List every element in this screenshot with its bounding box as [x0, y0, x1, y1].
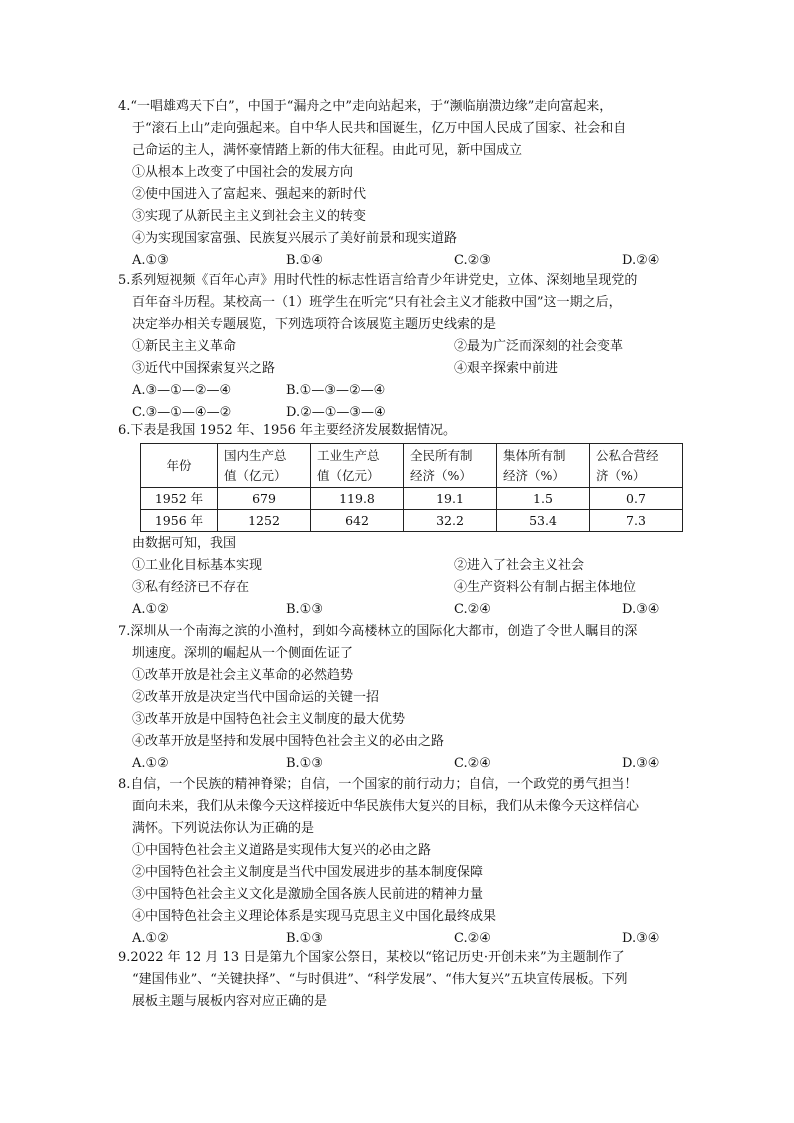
option-c[interactable]: C.③—①—④—② [132, 405, 232, 420]
question-stem-line: 展板主题与展板内容对应正确的是 [132, 994, 328, 1009]
option-b[interactable]: B.①④ [286, 253, 323, 268]
answer-options [118, 753, 678, 775]
statement-item: ④中国特色社会主义理论体系是实现马克思主义中国化最终成果 [132, 909, 497, 924]
option-c[interactable]: C.②④ [454, 931, 491, 946]
statement-item: ①工业化目标基本实现 [132, 558, 263, 573]
economic-data-table [140, 443, 683, 532]
question-8 [118, 774, 678, 950]
table-header-cell: 工业生产总 值（亿元） [311, 444, 404, 488]
question-6 [118, 420, 678, 442]
question-stem-line: 百年奋斗历程。某校高一（1）班学生在听完“只有社会主义才能救中国”这一期之后， [132, 295, 622, 310]
table-cell: 1.5 [497, 488, 590, 510]
table-header-cell: 年份 [141, 444, 218, 488]
question-stem-line: 由数据可知，我国 [132, 536, 237, 551]
statement-item: ①中国特色社会主义道路是实现伟大复兴的必由之路 [132, 843, 432, 858]
table-cell: 53.4 [497, 510, 590, 532]
table-cell: 32.2 [404, 510, 497, 532]
statement-item: ②最为广泛而深刻的社会变革 [454, 339, 624, 354]
answer-options [118, 599, 678, 621]
option-c[interactable]: C.②④ [454, 602, 491, 617]
statement-item: ④改革开放是坚持和发展中国特色社会主义的必由之路 [132, 734, 445, 749]
statement-item: ②改革开放是决定当代中国命运的关键一招 [132, 690, 380, 705]
table-row [141, 510, 683, 532]
option-b[interactable]: B.①—③—②—④ [286, 383, 386, 398]
statement-item: ②使中国进入了富起来、强起来的新时代 [132, 187, 367, 202]
statement-item: ③中国特色社会主义文化是激励全国各族人民前进的精神力量 [132, 887, 484, 902]
question-4 [118, 96, 678, 272]
question-7 [118, 621, 678, 775]
statement-row [118, 577, 678, 599]
table-cell: 1952 年 [141, 488, 218, 510]
question-9 [118, 947, 678, 1013]
table-cell: 679 [218, 488, 311, 510]
table-cell: 119.8 [311, 488, 404, 510]
answer-options [118, 380, 678, 402]
option-a[interactable]: A.①③ [132, 253, 169, 268]
table-cell: 1252 [218, 510, 311, 532]
statement-item: ①新民主主义革命 [132, 339, 237, 354]
table-header-cell: 公私合营经 济（%） [590, 444, 683, 488]
option-d[interactable]: D.③④ [622, 931, 660, 946]
option-d[interactable]: D.②—①—③—④ [286, 405, 386, 420]
question-stem-line: 5.系列短视频《百年心声》用时代性的标志性语言给青少年讲党史，立体、深刻地呈现党的 [118, 273, 638, 288]
question-stem-line: 满怀。下列说法你认为正确的是 [132, 821, 315, 836]
statement-row [118, 358, 678, 380]
table-row [141, 488, 683, 510]
table-header-cell: 全民所有制 经济（%） [404, 444, 497, 488]
option-b[interactable]: B.①③ [286, 756, 323, 771]
option-a[interactable]: A.①② [132, 756, 169, 771]
question-5 [118, 270, 678, 424]
question-stem-line: 8.自信，一个民族的精神脊梁；自信，一个国家的前行动力；自信，一个政党的勇气担当！ [118, 777, 638, 792]
statement-item: ②进入了社会主义社会 [454, 558, 585, 573]
question-stem-line: 6.下表是我国 1952 年、1956 年主要经济发展数据情况。 [118, 423, 456, 438]
option-a[interactable]: A.①② [132, 602, 169, 617]
option-a[interactable]: A.③—①—②—④ [132, 383, 232, 398]
table-cell: 19.1 [404, 488, 497, 510]
statement-item: ④艰辛探索中前进 [454, 361, 559, 376]
option-d[interactable]: D.③④ [622, 602, 660, 617]
question-stem-line: 于“滚石上山”走向强起来。自中华人民共和国诞生，亿万中国人民成了国家、社会和自 [132, 121, 627, 136]
question-stem-line: 7.深圳从一个南海之滨的小渔村，到如今高楼林立的国际化大都市，创造了令世人瞩目的深 [118, 624, 638, 639]
answer-options [118, 250, 678, 272]
question-stem-line: 9.2022 年 12 月 13 日是第九个国家公祭日，某校以“铭记历史·开创未来”为主题制作了 [118, 950, 625, 965]
table-cell: 642 [311, 510, 404, 532]
option-a[interactable]: A.①② [132, 931, 169, 946]
statement-item: ④为实现国家富强、民族复兴展示了美好前景和现实道路 [132, 231, 458, 246]
statement-item: ③实现了从新民主主义到社会主义的转变 [132, 209, 367, 224]
option-d[interactable]: D.②④ [622, 253, 660, 268]
option-c[interactable]: C.②③ [454, 253, 491, 268]
statement-item: ③改革开放是中国特色社会主义制度的最大优势 [132, 712, 406, 727]
statement-item: ①改革开放是社会主义革命的必然趋势 [132, 668, 354, 683]
statement-item: ①从根本上改变了中国社会的发展方向 [132, 165, 354, 180]
question-stem-line: 面向未来，我们从未像今天这样接近中华民族伟大复兴的目标，我们从未像今天这样信心 [132, 799, 640, 814]
option-b[interactable]: B.①③ [286, 931, 323, 946]
statement-row [118, 555, 678, 577]
option-c[interactable]: C.②④ [454, 756, 491, 771]
table-header-cell: 国内生产总 值（亿元） [218, 444, 311, 488]
statement-item: ②中国特色社会主义制度是当代中国发展进步的基本制度保障 [132, 865, 484, 880]
question-stem-line: “建国伟业”、“关键抉择”、“与时俱进”、“科学发展”、“伟大复兴”五块宣传展板。下列 [132, 972, 628, 987]
option-b[interactable]: B.①③ [286, 602, 323, 617]
table-cell: 1956 年 [141, 510, 218, 532]
table-cell: 7.3 [590, 510, 683, 532]
table-header-cell: 集体所有制 经济（%） [497, 444, 590, 488]
statement-row [118, 336, 678, 358]
statement-item: ④生产资料公有制占据主体地位 [454, 580, 637, 595]
statement-item: ③近代中国探索复兴之路 [132, 361, 276, 376]
option-d[interactable]: D.③④ [622, 756, 660, 771]
table-header-row [141, 444, 683, 488]
question-stem-line: 己命运的主人，满怀豪情踏上新的伟大征程。由此可见，新中国成立 [132, 143, 523, 158]
question-stem-line: 决定举办相关专题展览，下列选项符合该展览主题历史线索的是 [132, 317, 497, 332]
question-6-options [118, 533, 678, 621]
question-stem-line: 圳速度。深圳的崛起从一个侧面佐证了 [132, 646, 354, 661]
statement-item: ③私有经济已不存在 [132, 580, 250, 595]
question-stem-line: 4.“一唱雄鸡天下白”，中国于“漏舟之中”走向站起来，于“濒临崩溃边缘”走向富起来， [118, 99, 613, 114]
table-cell: 0.7 [590, 488, 683, 510]
